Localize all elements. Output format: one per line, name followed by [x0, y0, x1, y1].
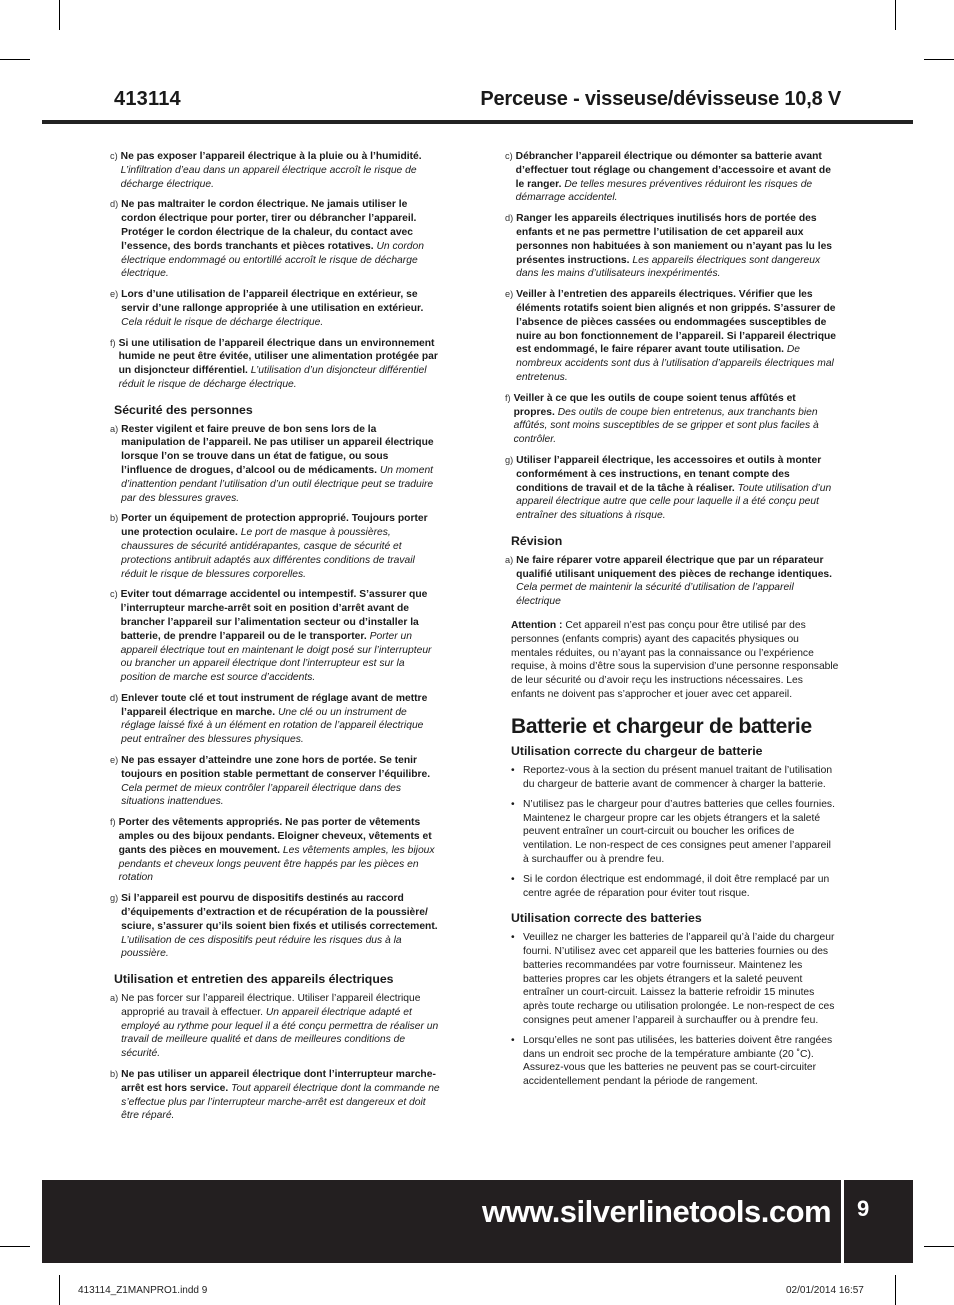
- bullet-item: [511, 931, 839, 1028]
- item-italic-text: De nombreux accidents sont dus à l’utilisation d’appareils électriques mal entretenus.: [516, 344, 834, 383]
- heading-batteries: Utilisation correcte des batteries: [511, 911, 702, 926]
- bullet-text: Si le cordon électrique est endommagé, il doit être remplacé par un centre agrée de réparation pour éviter tout risque.: [523, 873, 830, 899]
- item-italic-text: Porter un appareil électrique tout en maintenant le doigt posé sur l’interrupteur ou brancher un appareil électrique dont l’interrupteur est sur la position de marche est source d’accidents.: [120, 630, 432, 684]
- item-text: [121, 198, 440, 281]
- item-text: [121, 1068, 440, 1123]
- list-item: [110, 588, 440, 685]
- item-text: [516, 554, 839, 609]
- item-bold-text: Veiller à l’entretien des appareils électriques. Vérifier que les éléments rotatifs soient bien alignés et non grippés. S’assurer de l’absence de pièces cassées ou endommagées susceptibles de nuire au bon fonctionnement de l’appareil. Si l’appareil électrique est endommagé, le faire réparer avant toute utilisation.: [516, 289, 837, 356]
- item-bold-text: Eviter tout démarrage accidentel ou intempestif. S’assurer que l’interrupteur marche-arrêt soit en position d’arrêt avant de brancher l’appareil sur l’alimentation secteur ou d’installer la batterie, de prendre l’appareil ou de le transporter.: [120, 589, 428, 642]
- item-italic-text: Des outils de coupe bien entretenus, aux tranchants bien affûtés, sont moins susceptibles de se gripper et sont plus faciles à contrôler.: [513, 406, 819, 446]
- list-item: [505, 454, 839, 523]
- item-bold-text: Utiliser l’appareil électrique, les accessoires et outils à monter conformément à ces instructions, en tenant compte des conditions de travail et de la tâche à réaliser.: [516, 454, 822, 494]
- item-italic-text: Les appareils électriques sont dangereux dans les mains d’utilisateurs inexpérimentés.: [516, 254, 821, 280]
- item-bold-text: Ranger les appareils électriques inutilisés hors de portée des enfants et ne pas permettre l’utilisation de cet appareil aux personnes non habituées à son maniement ou n’ayant pas lu les présentes instructions.: [516, 213, 833, 266]
- page-number: 9: [857, 1196, 870, 1221]
- bullet-icon: •: [511, 873, 515, 885]
- item-letter: b): [110, 1069, 119, 1080]
- header-rule: [42, 120, 913, 124]
- item-italic-text: Tout appareil électrique dont la commande ne s’effectue plus par l’interrupteur marche-arrêt est dangereux et doit être réparé.: [121, 1082, 440, 1122]
- item-italic-text: Un moment d’inattention pendant l’utilisation d’un outil électrique peut se traduire par des blessures graves.: [121, 464, 434, 504]
- heading-revision: Révision: [511, 533, 563, 548]
- list-item: [110, 992, 440, 1061]
- item-italic-text: L’utilisation de ces dispositifs peut réduire les risques dus à la poussière.: [121, 934, 402, 960]
- heading-personal-safety: Sécurité des personnes: [114, 402, 253, 417]
- item-letter: g): [110, 893, 119, 904]
- item-text: [514, 392, 839, 447]
- revision-items: [505, 554, 839, 609]
- crop-mark: [895, 1275, 896, 1305]
- attention-note: [511, 619, 839, 702]
- slug-date: 02/01/2014 16:57: [786, 1285, 864, 1296]
- crop-mark: [924, 1246, 954, 1247]
- crop-mark: [0, 1246, 30, 1247]
- item-letter: f): [505, 392, 511, 403]
- item-text: [121, 288, 440, 329]
- website-url[interactable]: www.silverlinetools.com: [482, 1194, 832, 1229]
- list-item: [505, 554, 839, 609]
- bullets-batteries: [505, 931, 839, 1089]
- bullet-text: N’utilisez pas le chargeur pour d’autres batteries que celles fournies. Maintenez le chargeur propre car les objets étrangers et la saleté peuvent entraîner un court-circuit ou boucher les orifices de ventilation. Le non-respect de ces consignes peut amener l’appareil à surchauffer ou à prendre feu.: [523, 798, 835, 866]
- item-bold-text: Porter un équipement de protection approprié. Toujours porter une protection oculaire.: [121, 513, 428, 539]
- list-item: [110, 337, 440, 392]
- list-item: [110, 512, 440, 581]
- item-text: [121, 992, 440, 1061]
- crop-mark: [59, 1275, 60, 1305]
- bullet-item: [511, 764, 839, 792]
- page-header: [42, 84, 913, 124]
- crop-mark: [59, 0, 60, 30]
- item-letter: a): [110, 423, 119, 434]
- bullet-text: Reportez-vous à la section du présent manuel traitant de l’utilisation du chargeur de batterie avant de commencer à charger la batterie.: [523, 765, 833, 791]
- item-text: [121, 892, 440, 961]
- list-item: [110, 150, 440, 191]
- item-text: [121, 512, 440, 581]
- list-item: [110, 816, 440, 885]
- item-italic-text: Un cordon électrique endommagé ou entortillé accroît le risque de décharge électrique.: [121, 240, 424, 280]
- item-letter: b): [110, 513, 119, 524]
- item-bold-text: Si une utilisation de l’appareil électrique dans un environnement humide ne peut être évitée, utiliser une alimentation protégée par un disjoncteur différentiel.: [118, 337, 438, 377]
- item-normal-text: Ne pas forcer sur l’appareil électrique. Utiliser l’appareil électrique approprié au travail à effectuer.: [121, 993, 421, 1018]
- item-italic-text: Cela permet de maintenir la sécurité d’utilisation de l’appareil électrique: [516, 582, 794, 608]
- item-letter: g): [505, 454, 514, 465]
- item-text: [121, 692, 440, 747]
- list-item: [110, 288, 440, 329]
- item-letter: a): [110, 993, 119, 1004]
- list-item: [505, 212, 839, 281]
- list-item: [110, 692, 440, 747]
- list-item: [505, 150, 839, 205]
- item-text: [516, 150, 839, 205]
- item-bold-text: Lors d’une utilisation de l’appareil électrique en extérieur, se servir d’une rallonge appropriée à une utilisation en extérieur.: [121, 289, 424, 314]
- item-letter: c): [110, 589, 118, 600]
- list-item: [505, 392, 839, 447]
- list-item: [110, 1068, 440, 1123]
- item-italic-text: Cela permet de mieux contrôler l’appareil électrique dans des situations inattendues.: [121, 782, 402, 808]
- bullet-item: [511, 1034, 839, 1089]
- list-item: [110, 754, 440, 809]
- item-text: [119, 816, 440, 885]
- bullet-icon: •: [511, 932, 515, 944]
- item-bold-text: Veiller à ce que les outils de coupe soient tenus affûtés et propres.: [513, 392, 796, 418]
- item-text: [121, 150, 440, 191]
- bullet-icon: •: [511, 798, 515, 810]
- footer-divider: [841, 1180, 844, 1263]
- item-letter: e): [110, 289, 119, 300]
- item-bold-text: Ne pas maltraiter le cordon électrique. Ne jamais utiliser le cordon électrique pour porter, tirer ou débrancher l’appareil. Protéger le cordon électrique de la chaleur, du contact avec l’essence, des bords tranchants et pièces rotatives.: [121, 199, 417, 252]
- item-italic-text: L’infiltration d’eau dans un appareil électrique accroît le risque de décharge électrique.: [120, 164, 417, 190]
- list-item: [110, 198, 440, 281]
- item-italic-text: L’utilisation d’un disjoncteur différentiel réduit le risque de décharge électrique.: [118, 365, 427, 390]
- bullet-icon: •: [511, 765, 515, 777]
- attention-label: Attention :: [511, 619, 563, 631]
- item-italic-text: Une clé ou un instrument de réglage laissé fixé à un élément en rotation de l’appareil électrique peut entraîner des blessures physiques.: [121, 706, 424, 746]
- item-text: [516, 288, 839, 385]
- footer-bar: [42, 1180, 913, 1263]
- bullet-icon: •: [511, 1034, 515, 1046]
- bullet-text: Lorsqu’elles ne sont pas utilisées, les batteries doivent être rangées dans un endroit sec proche de la température ambiante (20 ˚C). Assurez-vous que les batteries ne peuvent pas se court-circuiter accidentellement pendant la période de rangement.: [523, 1034, 833, 1088]
- item-bold-text: Porter des vêtements appropriés. Ne pas porter de vêtements amples ou des bijoux pendants. Eloigner cheveux, vêtements et gants des pièces en mouvement.: [118, 817, 432, 856]
- item-bold-text: Si l’appareil est pourvu de dispositifs destinés au raccord d’équipements d’extraction et de récupération de la poussière/ sciure, s’assurer qu’ils soient bien fixés et utilisés correctement.: [121, 893, 438, 932]
- heading-charger: Utilisation correcte du chargeur de batterie: [511, 744, 763, 759]
- crop-mark: [924, 59, 954, 60]
- item-text: [121, 588, 440, 685]
- left-column: [110, 150, 440, 1130]
- item-bold-text: Ne pas essayer d’atteindre une zone hors de portée. Se tenir toujours en position stable permettant de conserver l’équilibre.: [121, 755, 431, 780]
- item-letter: d): [505, 213, 514, 224]
- list-item: [505, 288, 839, 385]
- item-letter: f): [110, 337, 116, 348]
- item-text: [121, 423, 440, 506]
- crop-mark: [895, 0, 896, 30]
- item-bold-text: Rester vigilent et faire preuve de bon sens lors de la manipulation de l’appareil. Ne pas utiliser un appareil électrique lorsque l’on se trouve dans un état de fatigue, ou sous l’influence de drogues, d’alcool ou de médicaments.: [121, 423, 434, 476]
- heading-tool-use: Utilisation et entretien des appareils électriques: [114, 972, 394, 987]
- item-bold-text: Ne pas utiliser un appareil électrique dont l’interrupteur marche-arrêt est hors service.: [121, 1069, 436, 1094]
- item-letter: e): [505, 289, 514, 300]
- items-3: [110, 992, 440, 1123]
- slug-file: 413114_Z1MANPRO1.indd 9: [78, 1285, 208, 1296]
- section-title: Batterie et chargeur de batterie: [511, 714, 812, 738]
- item-text: [516, 454, 839, 523]
- right-column: [505, 150, 839, 1095]
- item-letter: e): [110, 755, 119, 766]
- item-italic-text: Le port de masque à poussières, chaussures de sécurité antidérapantes, casque de sécurité et protections antibruit adaptés aux différentes conditions de travail réduit le risque de blessures corporelles.: [121, 527, 415, 580]
- item-italic-text: Les vêtements amples, les bijoux pendants et cheveux longs peuvent être happés par les pièces en rotation: [118, 844, 435, 884]
- item-bold-text: Enlever toute clé et tout instrument de réglage avant de mettre l’appareil électrique en marche.: [121, 692, 428, 718]
- bullet-text: Veuillez ne charger les batteries de l’appareil qu’à l’aide du chargeur fourni. N’utilisez avec cet appareil que les batteries fournies ou des batteries recommandées par votre fournisseur. Maintenez les batteries propres car les objets étrangers et la saleté peuvent entraîner un court-circuit. Laissez la batterie refroidir 15 minutes après toute recharge ou utilisation prolongée. Le non-respect de ces consignes peut amener l’appareil à surchauffer ou à prendre feu.: [523, 932, 835, 1027]
- item-letter: d): [110, 199, 119, 210]
- items-2: [110, 423, 440, 962]
- item-italic-text: Toute utilisation d’un appareil électrique autre que celle pour laquelle il a été conçu peut entraîner des situations à risque.: [516, 482, 832, 522]
- page-title: Perceuse - visseuse/dévisseuse 10,8 V: [480, 88, 841, 110]
- item-italic-text: Un appareil électrique adapté et employé au rythme pour lequel il a été conçu permettra de réaliser un travail de meilleure qualité et dans de meilleures conditions de sécurité.: [121, 1006, 439, 1060]
- items-1: [110, 150, 440, 392]
- bullet-item: [511, 798, 839, 867]
- item-letter: c): [110, 151, 118, 161]
- crop-mark: [0, 59, 30, 60]
- item-letter: a): [505, 554, 514, 565]
- item-letter: d): [110, 692, 119, 703]
- item-italic-text: Cela réduit le risque de décharge électrique.: [121, 316, 324, 328]
- item-letter: f): [110, 817, 116, 828]
- model-number: 413114: [114, 88, 181, 110]
- list-item: [110, 423, 440, 506]
- item-italic-text: De telles mesures préventives réduiront les risques de démarrage accidentel.: [515, 178, 813, 204]
- item-text: [119, 337, 440, 392]
- bullet-item: [511, 873, 839, 901]
- item-bold-text: Ne pas exposer l’appareil électrique à la pluie ou à l’humidité.: [120, 151, 422, 162]
- item-text: [516, 212, 839, 281]
- item-text: [121, 754, 440, 809]
- list-item: [110, 892, 440, 961]
- attention-text: Cet appareil n’est pas conçu pour être utilisé par des personnes (enfants compris) ayant des capacités physiques ou mentales réduites, ou n’ayant pas la connaissance ou l’expérience requise, à moins d’être sous la supervision d’une personne responsable de leur sécurité ou d’avoir reçu les instructions nécessaires. Les enfants ne doivent pas s’approcher et jouer avec cet appareil.: [511, 619, 839, 700]
- bullets-charger: [505, 764, 839, 900]
- item-bold-text: Débrancher l’appareil électrique ou démonter sa batterie avant d’effectuer tout réglage ou changement d’accessoire et avant de le ranger.: [515, 151, 831, 190]
- item-letter: c): [505, 151, 513, 161]
- items-right-1: [505, 150, 839, 523]
- item-bold-text: Ne faire réparer votre appareil électrique que par un réparateur qualifié utilisant uniquement des pièces de rechange identiques.: [516, 554, 833, 580]
